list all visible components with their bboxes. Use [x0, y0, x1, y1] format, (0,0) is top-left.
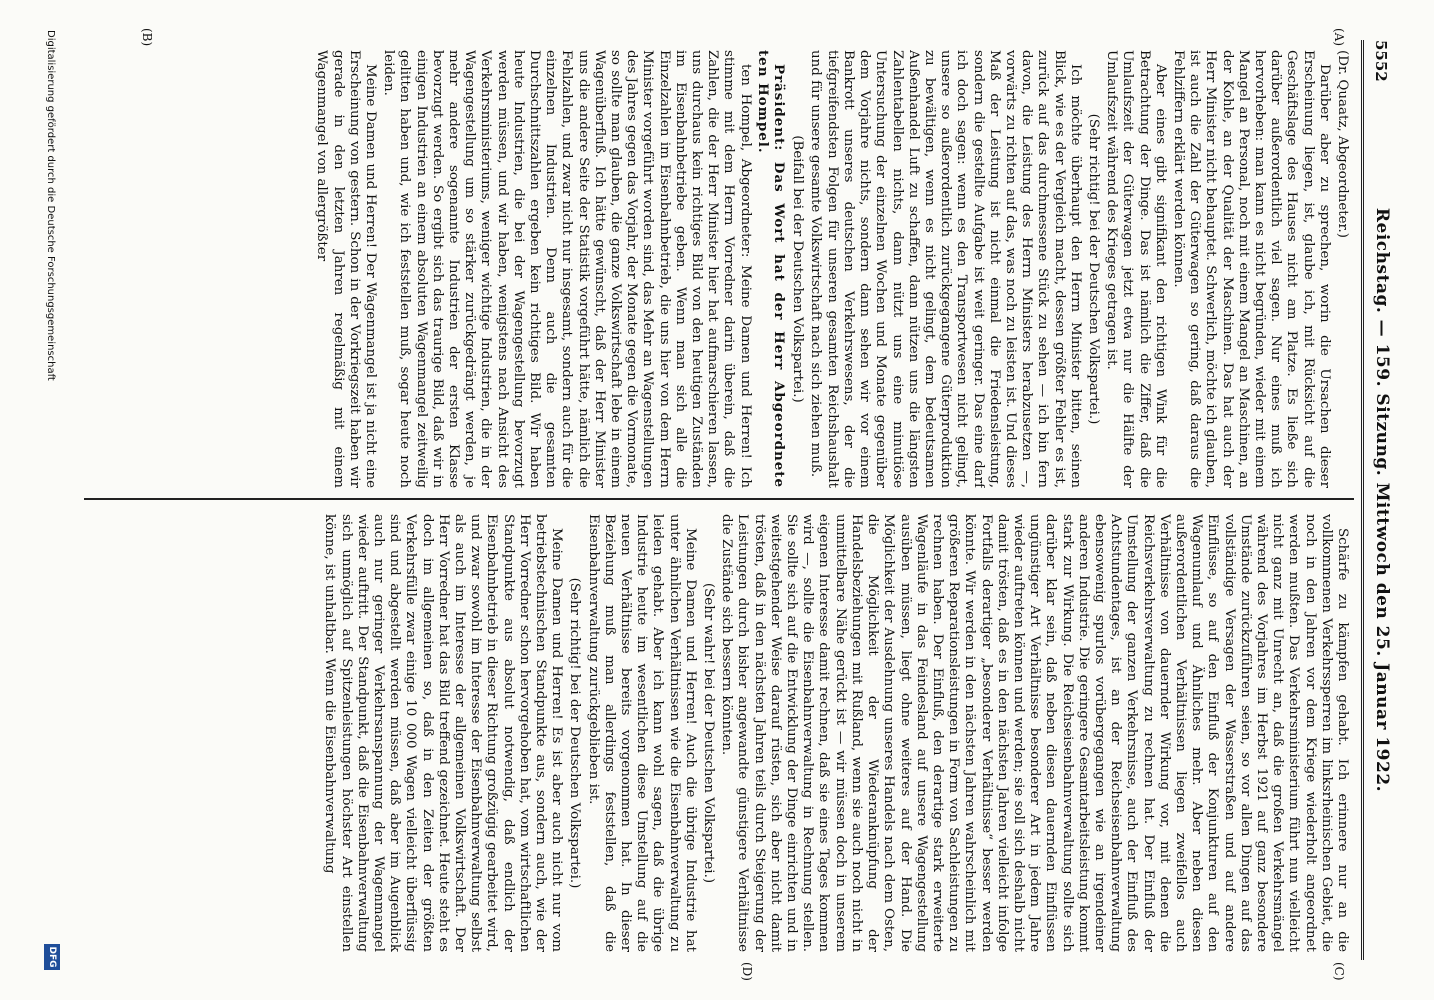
paragraph: Aber eines gibt signifikant den richtigen Wink für die Betrachtung der Dinge. Das ist nämlich die Ziffer, daß die Umlaufszeit der Güterwagen jetzt etwa nur die Hälfte der Umlaufszeit während des Krieges getragen ist. [1104, 50, 1168, 488]
paragraph: Meine Damen und Herren! Der Wagenmangel ist ja nicht eine Erscheinung von gestern. Schon in der Vorkriegszeit haben wir gerade in den letzten Jahren regelmäßig mit einem Wagenmangel von allergrößter [314, 50, 379, 488]
paragraph: Ich möchte überhaupt den Herrn Minister bitten, seinen Blick, wie es der Vergleich macht, dessen größter Fehler es ist, zurück auf das durchmessene Stück zu sehen — ich bin fern davon, die Leistung des Herrn Ministers herabzusetzen —, vorwärts zu richten auf das, was noch zu leisten ist. Und dieses Maß der Leistung ist nicht einmal die Friedensleistung, sondern die gestellte Aufgabe ist weit geringer. Das eine darf ich doch sagen: wenn es den Transportwesen nicht gelingt, unsere so außerordentlich zurückgegangene Güterproduktion zu bewältigen, wenn es nicht gelingt, dem bedeutsamen Außenhandel Luft zu schaffen, dann nützen uns die längsten Zahlentabellen nichts, dann nützt uns eine minutiöse Untersuchung der einzelnen Wochen und Monate gegenüber dem Vorjahre nichts, sondern dann sehen wir vor einem Bankrott unseres deutschen Verkehrswesens, der die tiefgreifendsten Folgen für unseren gesamten Reichshaushalt und für unsere gesamte Volkswirtschaft nach sich ziehen muß. [808, 50, 1083, 488]
paragraph: Schärfe zu kämpfen gehabt. Ich erinnere nur an die vollkommenen Verkehrssperren im linksrheinischen Gebiet, die noch in den Jahren vor dem Kriege wiederholt angeordnet werden mußten. Das Verkehrsministerium führt nun vielleicht nicht ganz mit Unrecht an, daß die großen Verkehrsmängel während des Vorjahres im Herbst 1921 auf ganz besondere Umstände zurückzuführen seien, so vor allen Dingen auf das vollständige Versagen der Wasserstraßen und auf andere Einflüsse, so auf den Einfluß der Konjunkturen auf den Wagenumlauf und Ähnliches mehr. Aber neben diesen außerordentlichen Verhältnissen liegen zweifellos auch Verhältnisse von dauernder Wirkung vor, mit denen die Reichsverkehrsverwaltung zu rechnen hat. Der Einfluß der Umstellung der ganzen Verkehrsnisse, auch der Einfluß des Achtstundentages, ist an der Reichseisenbahnverwaltung ebensowenig spurlos vorübergegangen wie an irgendeiner anderen Industrie. Die geringere Gesamtarbeitsleistung kommt stark zur Wirkung. Die Reichseisenbahnverwaltung sollte sich darüber klar sein, daß neben diesen dauernden Einflüssen ungünstiger Art Verhältnisse besonderer Art in jedem Jahre wieder auftreten können und werden; sie soll sich deshalb nicht damit trösten, daß es in den nächsten Jahren vielleicht infolge Fortfalls derartiger „besonderer Verhältnisse“ besser werden könnte. Wir werden in den nächsten Jahren wahrscheinlich mit größeren Reparationsleistungen in Form von Sachleistungen zu rechnen haben. Der Einfluß, den derartige stark erweiterte Wagenläufe in das Feindesland auf unsere Wagengestellung ausüben müssen, liegt ohne weiteres auf der Hand. Die Möglichkeit der Ausdehnung unseres Handels nach dem Osten, die Möglichkeit der Wiederanknüpfung der Handelsbeziehungen mit Rußland, wenn sie auch noch nicht in unmittelbare Nähe gerückt ist — wir müssen doch in unserem eigenen Interesse damit rechnen, daß sie eines Tages kommen wird —, sollte die Eisenbahnverwaltung in Rechnung stellen. Sie sollte sich auf die Entwicklung der Dinge einrichten und in weitestgehender Weise darauf rüsten, sich aber nicht damit trösten, daß in den nächsten Jahren teils durch Steigerung der Leistungen durch bisher angewandte günstigere Verhältnisse die Zustände sich bessern könnten. [719, 514, 1350, 952]
paragraph: Meine Damen und Herren! Es ist aber auch nicht nur vom betriebstechnischen Standpunkte aus, sondern auch, wie der Herr Vorredner schon hervorgehoben hat, vom wirtschaftlichen Standpunkte aus absolut notwendig, daß endlich der Eisenbahnbetrieb in dieser Richtung großzügig gearbeitet wird, und zwar sowohl im Interesse der Eisenbahnverwaltung selbst als auch im Interesse der allgemeinen Volkswirtschaft. Der Herr Vorredner hat das Bild treffend gezeichnet. Heute steht es doch im allgemeinen so, daß in den Zeiten der größten Verkehrsfülle zwar einige 10 000 Wagen vielleicht überflüssig sind und abgestellt werden müssen, daß aber im Augenblick auch nur geringer Verkehrsanspannung der Wagenmangel wieder auftritt. Der Standpunkt, daß die Eisenbahnverwaltung sich unmöglich auf Spitzenleistungen höchster Art einstellen könne, ist unhaltbar. Wenn die Eisenbahnverwaltung [322, 514, 565, 952]
margin-marker-b: (B) [140, 28, 154, 47]
dfg-logo: DFG [44, 944, 60, 970]
left-column [90, 50, 1350, 488]
paragraph: (Beifall bei der Deutschen Volkspartei.) [790, 135, 806, 403]
paragraph: (Sehr wahr! bei der Deutschen Volkspartei.) [701, 582, 717, 884]
margin-marker-c: (C) [1332, 962, 1346, 981]
margin-marker-d: (D) [740, 962, 754, 981]
right-column [90, 514, 1350, 952]
paragraph: Präsident: Das Wort hat der Herr Abgeordnete ten Hompel. [754, 50, 788, 488]
running-head: Reichstag. — 159. Sitzung. Mittwoch den 25. Januar 1922. [1372, 207, 1392, 793]
paragraph: Meine Damen und Herren! Auch die übrige Industrie hat unter ähnlichen Verhältnissen wie die Eisenbahnverwaltung zu leiden gehabt. Aber ich kann wohl sagen, daß die übrige Industrie heute im wesentlichen diese Umstellung auf die neuen Verhältnisse bereits vorgenommen hat. In dieser Beziehung muß man allerdings feststellen, daß die Eisenbahnverwaltung zurückgeblieben ist. [585, 514, 698, 952]
paragraph: Darüber aber zu sprechen, worin die Ursachen dieser Erscheinung liegen, ist, glaube ich, mit Rücksicht auf die Geschäftslage des Hauses nicht am Platze. Es ließe sich darüber außerordentlich viel sagen. Nur eines muß ich hervorheben: man kann es nicht begründen, wieder mit einem Mangel an Personal, noch mit einem Mangel an Maschinen, an der Kohle, an der Qualität der Maschinen. Das hat auch der Herr Minister nicht behauptet. Schwerlich, möchte ich glauben, ist auch die Zahl der Güterwagen so gering, daß daraus die Fehlziffern erklärt werden können. [1170, 50, 1332, 488]
paragraph: (Dr. Quaatz, Abgeordneter.) [1335, 50, 1350, 238]
paragraph: ten Hompel, Abgeordneter: Meine Damen und Herren! Ich stimme mit dem Herrn Vorredner darin überein, daß die Zahlen, die der Herr Minister hier hat aufmarschieren lassen, uns durchaus kein richtiges Bild von den heutigen Zuständen im Eisenbahnbetriebe geben. Wenn man sich alle die Einzelzahlen im Eisenbahnbetrieb, die uns hier von dem Herrn Minister vorgeführt worden sind, das Mehr an Wagenstellungen des Jahres gegen das Vorjahr, der Monate gegen die Vormonate, so sollte man glauben, die ganze Volkswirtschaft lebe in einem Wagenüberfluß. Ich hätte gewünscht, daß der Herr Minister uns die andere Seite der Statistik vorgeführt hätte, nämlich die Fehlzahlen, und zwar nicht nur insgesamt, sondern auch für die einzelnen Industrien. Denn auch die gesamten Durchschnittszahlen ergeben kein richtiges Bild. Wir haben heute Industrien, die bei der Wagengestellung bevorzugt werden müssen, und wir haben, wenigstens nach Ansicht des Verkehrsministeriums, weniger wichtige Industrien, die in der Wagengestellung um so stärker zurückgedrängt werden, je mehr andere sogenannte Industrien der ersten Klasse bevorzugt werden. So ergibt sich das traurige Bild, daß wir in einigen Industrien an einem absoluten Wagenmangel zeitweilig gelitten haben und, wie ich feststellen muß, sogar heute noch leiden. [381, 50, 753, 488]
page-number: 5552 [1372, 40, 1390, 82]
margin-marker-a: (A) [1332, 28, 1346, 47]
column-divider [84, 498, 1354, 500]
paragraph: (Sehr richtig! bei der Deutschen Volkspartei.) [567, 577, 583, 889]
page-header [1361, 40, 1394, 960]
paragraph: (Sehr richtig! bei der Deutschen Volkspartei.) [1085, 113, 1101, 425]
digitization-note: Digitalisierung gefördert durch die Deutsche Forschungsgemeinschaft [45, 30, 56, 381]
